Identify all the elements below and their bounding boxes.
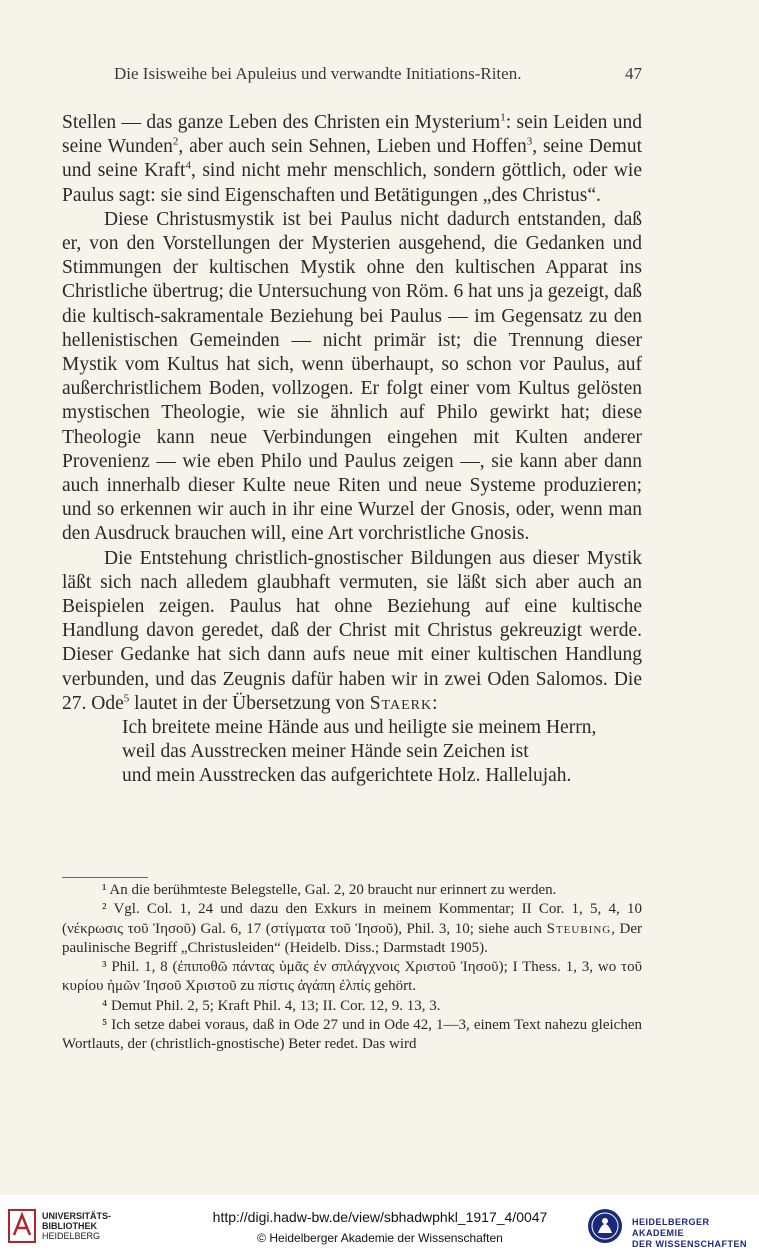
- library-name: UNIVERSITÄTS- BIBLIOTHEK HEIDELBERG: [42, 1211, 112, 1241]
- footnote-3: ³ Phil. 1, 8 (ἐπιποθῶ πάντας ὑμᾶς ἐν σπλάγχνοις Χριστοῦ Ἰησοῦ); I Thess. 1, 3, wo τοῦ κυρίου ἡμῶν Ἰησοῦ Χριστοῦ zu πίστις ἀγάπη ἐλπίς gehört.: [62, 959, 642, 995]
- page-number: 47: [625, 64, 642, 83]
- ode-quotation: [122, 716, 642, 789]
- running-title: Die Isisweihe bei Apuleius und verwandte Initiations-Riten.: [114, 64, 522, 83]
- main-text: [62, 111, 642, 789]
- paragraph-2: Diese Christusmystik ist bei Paulus nicht dadurch entstanden, daß er, von den Vorstellungen der Mysterien ausgehend, die Gedanken und Stimmungen der kultischen Mystik ohne den kultischen Apparat ins Christliche übertrug; die Untersuchung von Röm. 6 hat uns ja gezeigt, daß die kultisch-sakramentale Beziehung bei Paulus — im Gegensatz zu den hellenistischen Gemeinden — nicht primär ist; die Trennung dieser Mystik vom Kultus hat sich, wenn überhaupt, so schon vor Paulus, auf außerchristlichem Boden, vollzogen. Er folgt einer vom Kultus gelösten mystischen Theologie, wie sie ähnlich auf Philo gewirkt hat; diese Theologie kann neue Verbindungen eingehen mit Kulten anderer Provenienz — wie eben Philo und Paulus zeigen —, sie kann aber dann auch innerhalb dieser Kulte neue Riten und neue Systeme produzieren; und so erkennen wir auch in ihr eine Wurzel der Gnosis, oder, wenn man den Ausdruck brauchen will, eine Art vorchristliche Gnosis.: [62, 208, 643, 545]
- university-library-logo-icon[interactable]: [8, 1209, 36, 1243]
- quote-line: Ich breitete meine Hände aus und heiligte sie meinem Herrn,: [122, 717, 597, 739]
- footnote-divider: [62, 877, 148, 878]
- paragraph-3: Die Entstehung christlich-gnostischer Bildungen aus dieser Mystik läßt sich nach alledem glaubhaft vermuten, sie läßt sich aber auch an Beispielen zeigen. Paulus hat ohne Beziehung auf eine kultische Handlung davon geredet, daß der Christ mit Christus gekreuzigt werde. Dieser Gedanke hat sich dann aufs neue mit einer kultischen Handlung verbunden, und das Zeugnis dafür haben wir in zwei Oden Salomos. Die 27. Ode$^5$ lautet in der Übersetzung von Staerk:: [62, 547, 642, 714]
- academy-seal-icon[interactable]: [586, 1207, 624, 1245]
- footnote-2: ² Vgl. Col. 1, 24 und dazu den Exkurs in meinem Kommentar; II Cor. 1, 5, 4, 10 (νέκρωσις τοῦ Ἰησοῦ) Gal. 6, 17 (στίγματα τοῦ Ἰησοῦ), Phil. 3, 10; siehe auch Steubing, Der paulinische Begriff „Christusleiden“ (Heidelb. Diss.; Darmstadt 1905).: [62, 901, 642, 956]
- digitization-footer: [0, 1195, 759, 1255]
- footnotes: [62, 881, 642, 1055]
- footnote-1: ¹ An die berühmteste Belegstelle, Gal. 2, 20 braucht nur erinnert zu werden.: [102, 882, 557, 898]
- quote-line: und mein Ausstrecken das aufgerichtete Holz. Hallelujah.: [122, 765, 572, 787]
- copyright-notice: © Heidelberger Akademie der Wissenschaften: [257, 1231, 503, 1245]
- running-header: [62, 64, 642, 88]
- quote-line: weil das Ausstrecken meiner Hände sein Zeichen ist: [122, 741, 529, 763]
- paragraph-1: Stellen — das ganze Leben des Christen ein Mysterium$^1$: sein Leiden und seine Wunden$^2$, aber auch sein Sehnen, Lieben und Hoffen$^3$, seine Demut und seine Kraft$^4$, sind nicht mehr menschlich, sondern göttlich, oder wie Paulus sagt: sie sind Eigenschaften und Betätigungen „des Christus“.: [62, 111, 642, 206]
- permalink-url[interactable]: http://digi.hadw-bw.de/view/sbhadwphkl_1917_4/0047: [212, 1209, 548, 1225]
- footnote-5: ⁵ Ich setze dabei voraus, daß in Ode 27 und in Ode 42, 1—3, einem Text nahezu gleichen Wortlauts, der (christlich-gnostische) Beter redet. Das wird: [62, 1017, 642, 1053]
- academy-name: HEIDELBERGER AKADEMIE DER WISSENSCHAFTEN: [632, 1217, 748, 1249]
- footnote-4: ⁴ Demut Phil. 2, 5; Kraft Phil. 4, 13; II. Cor. 12, 9. 13, 3.: [102, 997, 441, 1014]
